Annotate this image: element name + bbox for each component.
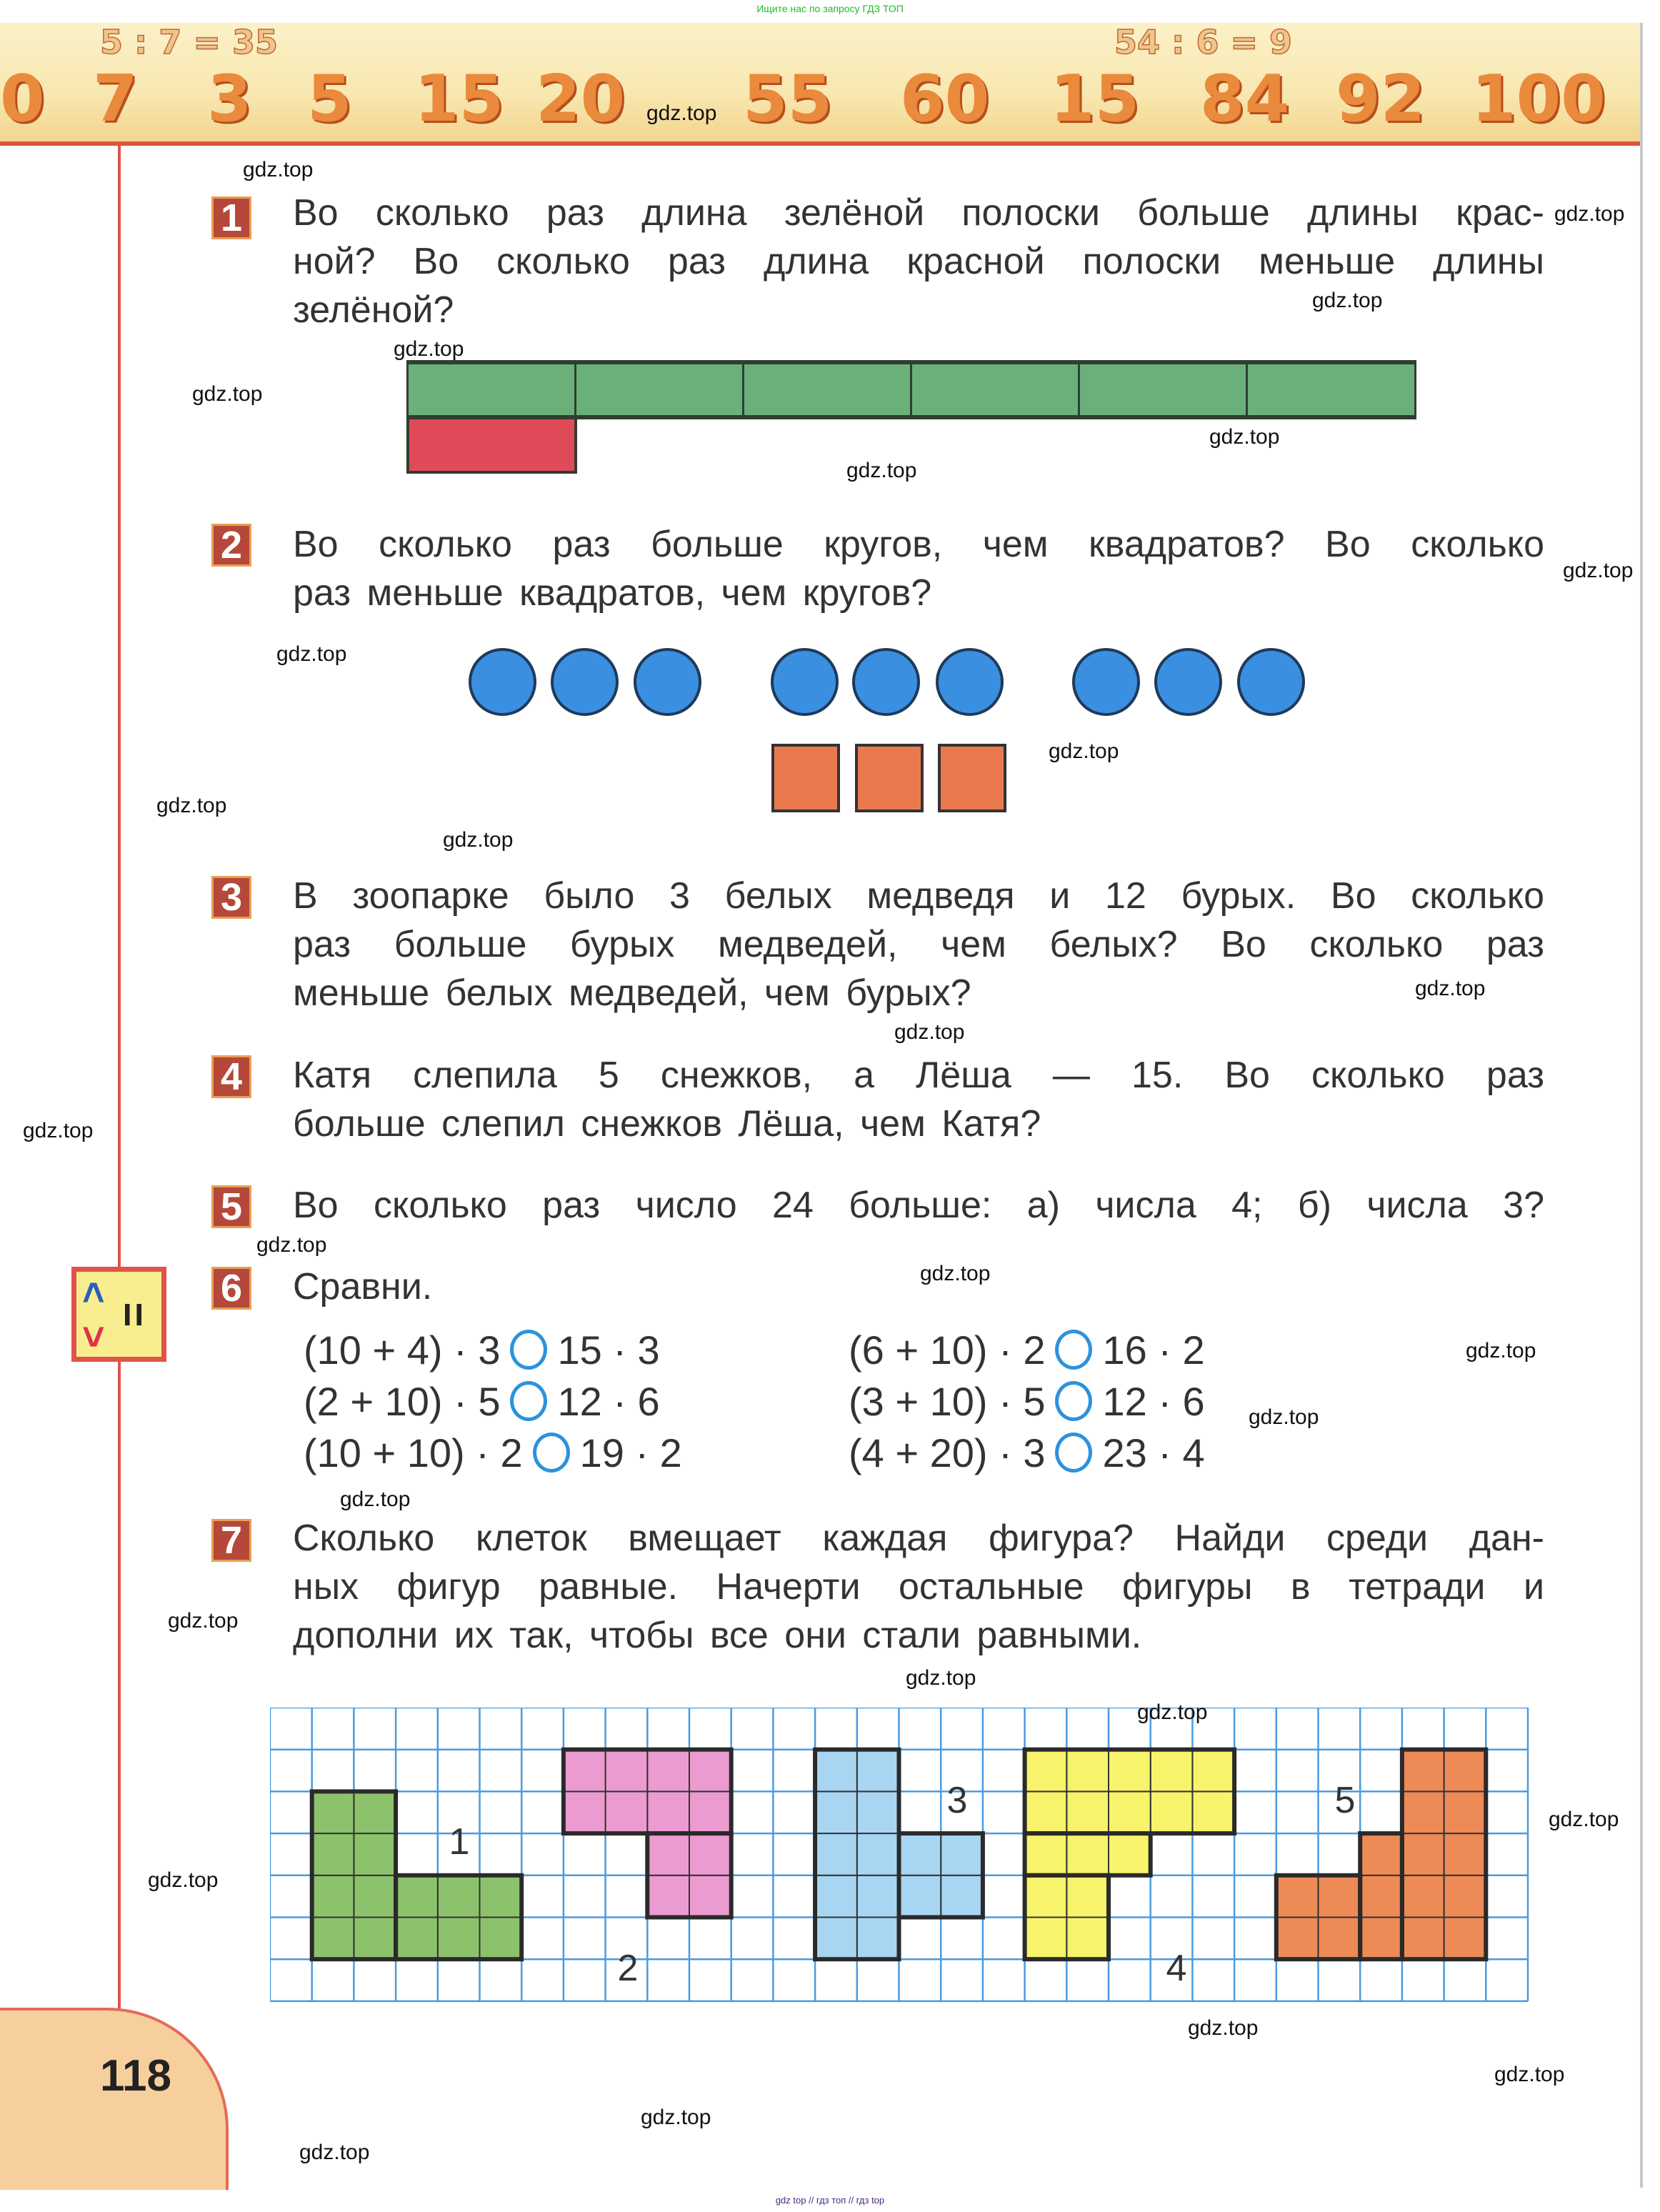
watermark: gdz.top bbox=[1137, 1700, 1208, 1724]
figure-cell bbox=[1402, 1750, 1444, 1792]
watermark: gdz.top bbox=[641, 2106, 711, 2129]
watermark: gdz.top bbox=[1466, 1339, 1536, 1362]
figure-cell bbox=[396, 1875, 438, 1918]
figure-cell bbox=[312, 1875, 354, 1918]
figure-cell bbox=[857, 1833, 899, 1875]
header-banner bbox=[0, 23, 1643, 146]
banner-number: 7 bbox=[93, 61, 138, 136]
expression-left: (2 + 10) · 5 bbox=[304, 1379, 501, 1424]
figure-cell bbox=[480, 1875, 522, 1918]
figure-cell bbox=[1192, 1791, 1234, 1833]
watermark: gdz.top bbox=[906, 1666, 976, 1690]
expression-left: (10 + 4) · 3 bbox=[304, 1327, 501, 1372]
task-2-text bbox=[293, 520, 1544, 617]
figure-cell bbox=[396, 1918, 438, 1960]
figure-cell bbox=[815, 1791, 857, 1833]
answer-circle[interactable] bbox=[533, 1433, 570, 1473]
comparison-row bbox=[849, 1379, 1205, 1425]
figure-cell bbox=[480, 1918, 522, 1960]
banner-number: 20 bbox=[536, 61, 626, 136]
figure-cell bbox=[857, 1875, 899, 1918]
watermark: gdz.top bbox=[1049, 739, 1119, 763]
figure-cell bbox=[1444, 1833, 1486, 1875]
figure-cell bbox=[899, 1833, 941, 1875]
figure-cell bbox=[1151, 1750, 1193, 1792]
expression-right: 15 · 3 bbox=[557, 1327, 660, 1372]
top-search-note: Ищите нас по запросу ГДЗ ТОП bbox=[756, 3, 904, 14]
watermark: gdz.top bbox=[894, 1020, 965, 1044]
orange-square bbox=[771, 744, 840, 812]
blue-circle bbox=[1237, 648, 1305, 716]
figure-cell bbox=[1444, 1875, 1486, 1918]
figure-cell bbox=[606, 1750, 648, 1792]
banner-expression: 5 : 7 = 35 bbox=[100, 23, 279, 61]
green-strip-segment bbox=[742, 360, 913, 419]
figure-cell bbox=[354, 1833, 396, 1875]
figure-cell bbox=[815, 1833, 857, 1875]
task-number-badge: 7 bbox=[211, 1519, 251, 1562]
figure-cell bbox=[354, 1875, 396, 1918]
blue-circle bbox=[469, 648, 536, 716]
task-number-badge: 5 bbox=[211, 1185, 251, 1228]
blue-circle bbox=[551, 648, 619, 716]
blue-circle bbox=[936, 648, 1004, 716]
task-4-text bbox=[293, 1051, 1544, 1148]
red-strip bbox=[406, 417, 577, 474]
answer-circle[interactable] bbox=[1055, 1381, 1092, 1421]
watermark: gdz.top bbox=[1312, 289, 1383, 312]
text-line: Катя слепила 5 снежков, а Лёша — 15. Во сколько раз bbox=[293, 1055, 1544, 1096]
figure-cell bbox=[1360, 1918, 1402, 1960]
figure-label: 4 bbox=[1166, 1948, 1187, 1989]
figure-cell bbox=[1444, 1791, 1486, 1833]
text-line: Во сколько раз число 24 больше: а) числа 4; б) числа 3? bbox=[293, 1185, 1544, 1226]
expression-left: (10 + 10) · 2 bbox=[304, 1430, 523, 1475]
figure-cell bbox=[1066, 1750, 1109, 1792]
margin-line bbox=[118, 146, 121, 2011]
figure-cell bbox=[606, 1791, 648, 1833]
task-7-text bbox=[293, 1514, 1544, 1660]
banner-number: 100 bbox=[1471, 61, 1606, 136]
figure-cell bbox=[815, 1875, 857, 1918]
figure-cell bbox=[564, 1791, 606, 1833]
answer-circle[interactable] bbox=[510, 1381, 547, 1421]
task-5-text bbox=[293, 1181, 1544, 1230]
watermark: gdz.top bbox=[1249, 1405, 1319, 1429]
watermark: gdz.top bbox=[256, 1233, 327, 1257]
figure-cell bbox=[647, 1833, 689, 1875]
watermark: gdz.top bbox=[443, 828, 514, 852]
banner-expression: 54 : 6 = 9 bbox=[1114, 23, 1293, 61]
figure-cell bbox=[1319, 1875, 1361, 1918]
watermark: gdz.top bbox=[1415, 977, 1486, 1000]
watermark: gdz.top bbox=[156, 794, 227, 817]
text-line: больше слепил снежков Лёша, чем Катя? bbox=[293, 1103, 1041, 1145]
figure-cell bbox=[941, 1833, 983, 1875]
text-line: меньше белых медведей, чем бурых? bbox=[293, 972, 971, 1014]
blue-circle bbox=[1154, 648, 1222, 716]
figure-cell bbox=[1276, 1918, 1319, 1960]
answer-circle[interactable] bbox=[510, 1330, 547, 1370]
figure-cell bbox=[857, 1791, 899, 1833]
figure-cell bbox=[312, 1791, 354, 1833]
figure-cell bbox=[1025, 1791, 1067, 1833]
figure-cell bbox=[1444, 1918, 1486, 1960]
watermark: gdz.top bbox=[276, 642, 347, 666]
figure-cell bbox=[1025, 1918, 1067, 1960]
figure-cell bbox=[815, 1750, 857, 1792]
text-line: ных фигур равные. Начерти остальные фигуры в тетради и bbox=[293, 1566, 1544, 1608]
figure-label: 3 bbox=[946, 1780, 968, 1821]
figure-cell bbox=[857, 1750, 899, 1792]
figure-cell bbox=[815, 1918, 857, 1960]
banner-number: 84 bbox=[1200, 61, 1290, 136]
expression-right: 19 · 2 bbox=[579, 1430, 682, 1475]
banner-number: 15 bbox=[1050, 61, 1140, 136]
comparison-row bbox=[304, 1379, 660, 1425]
banner-number: 5 bbox=[307, 61, 352, 136]
comparison-row bbox=[849, 1327, 1205, 1373]
text-line: В зоопарке было 3 белых медведя и 12 бурых. Во сколько bbox=[293, 875, 1544, 917]
figure-cell bbox=[1360, 1875, 1402, 1918]
figure-cell bbox=[354, 1918, 396, 1960]
banner-number: 60 bbox=[900, 61, 990, 136]
figure-cell bbox=[1066, 1833, 1109, 1875]
blue-circle bbox=[852, 648, 920, 716]
figure-cell bbox=[1066, 1875, 1109, 1918]
figure-cell bbox=[1319, 1918, 1361, 1960]
figure-cell bbox=[899, 1875, 941, 1918]
figure-cell bbox=[1402, 1791, 1444, 1833]
comparison-row bbox=[304, 1430, 682, 1476]
watermark: gdz.top bbox=[1188, 2016, 1259, 2040]
green-strip-segment bbox=[1246, 360, 1416, 419]
figure-cell bbox=[1276, 1875, 1319, 1918]
figure-label: 5 bbox=[1334, 1780, 1356, 1821]
text-line: зелёной? bbox=[293, 289, 454, 331]
figure-cell bbox=[564, 1750, 606, 1792]
text-line: Сколько клеток вмещает каждая фигура? Найди среди дан- bbox=[293, 1518, 1544, 1559]
comparison-row bbox=[304, 1327, 660, 1373]
banner-number: 55 bbox=[743, 61, 833, 136]
equal-sign: = bbox=[109, 1302, 158, 1327]
figure-cell bbox=[1025, 1875, 1067, 1918]
figure-cell bbox=[312, 1918, 354, 1960]
watermark: gdz.top bbox=[1494, 2063, 1565, 2086]
figure-cell bbox=[354, 1791, 396, 1833]
figure-cell bbox=[1025, 1750, 1067, 1792]
text-line: ной? Во сколько раз длина красной полоски меньше длины bbox=[293, 241, 1544, 282]
figure-cell bbox=[438, 1918, 480, 1960]
figure-cell bbox=[438, 1875, 480, 1918]
figure-cell bbox=[312, 1833, 354, 1875]
figure-cell bbox=[1151, 1791, 1193, 1833]
page-number: 118 bbox=[99, 2051, 172, 2101]
graph-paper-figures bbox=[270, 1708, 1534, 2008]
answer-circle[interactable] bbox=[1055, 1433, 1092, 1473]
figure-cell bbox=[689, 1791, 731, 1833]
banner-number: 92 bbox=[1336, 61, 1426, 136]
figure-cell bbox=[1109, 1750, 1151, 1792]
blue-circle bbox=[1072, 648, 1140, 716]
figure-cell bbox=[1109, 1833, 1151, 1875]
less-sign: < bbox=[71, 1281, 115, 1304]
figure-cell bbox=[689, 1833, 731, 1875]
figure-cell bbox=[1402, 1833, 1444, 1875]
watermark: gdz.top bbox=[646, 101, 717, 125]
figure-cell bbox=[1402, 1875, 1444, 1918]
text-line: Во сколько раз длина зелёной полоски больше длины крас- bbox=[293, 192, 1544, 234]
watermark: gdz.top bbox=[846, 459, 917, 482]
figure-cell bbox=[1444, 1750, 1486, 1792]
expression-left: (6 + 10) · 2 bbox=[849, 1327, 1046, 1372]
figure-cell bbox=[647, 1750, 689, 1792]
figure-cell bbox=[941, 1875, 983, 1918]
expression-right: 16 · 2 bbox=[1102, 1327, 1205, 1372]
task-number-badge: 3 bbox=[211, 876, 251, 919]
green-strip-segment bbox=[1078, 360, 1249, 419]
watermark: gdz.top bbox=[23, 1119, 94, 1142]
blue-circle bbox=[634, 648, 701, 716]
figure-cell bbox=[1360, 1833, 1402, 1875]
figure-cell bbox=[857, 1918, 899, 1960]
banner-number: 0 bbox=[0, 61, 45, 136]
task-number-badge: 4 bbox=[211, 1055, 251, 1098]
watermark: gdz.top bbox=[394, 337, 464, 361]
watermark: gdz.top bbox=[1549, 1808, 1619, 1831]
answer-circle[interactable] bbox=[1055, 1330, 1092, 1370]
figure-label: 1 bbox=[449, 1821, 470, 1863]
watermark: gdz.top bbox=[148, 1868, 219, 1892]
text-line: раз больше бурых медведей, чем белых? Во сколько раз bbox=[293, 924, 1544, 965]
task-number-badge: 6 bbox=[211, 1267, 251, 1310]
figure-cell bbox=[1109, 1791, 1151, 1833]
green-strip-segment bbox=[910, 360, 1081, 419]
watermark: gdz.top bbox=[243, 158, 314, 181]
comparison-row bbox=[849, 1430, 1205, 1476]
task-number-badge: 2 bbox=[211, 524, 251, 567]
expression-right: 12 · 6 bbox=[1102, 1379, 1205, 1424]
green-strip-segment bbox=[574, 360, 745, 419]
page-edge bbox=[1640, 23, 1643, 2188]
task-6-text bbox=[293, 1262, 1544, 1311]
text-line: дополни их так, чтобы все они стали равными. bbox=[293, 1615, 1142, 1656]
figure-cell bbox=[1402, 1918, 1444, 1960]
text-line: раз меньше квадратов, чем кругов? bbox=[293, 572, 932, 614]
watermark: gdz.top bbox=[920, 1262, 991, 1285]
figure-cell bbox=[1025, 1833, 1067, 1875]
watermark: gdz.top bbox=[1563, 559, 1634, 582]
watermark: gdz.top bbox=[340, 1488, 411, 1511]
text-line: Во сколько раз больше кругов, чем квадратов? Во сколько bbox=[293, 524, 1544, 565]
expression-right: 12 · 6 bbox=[557, 1379, 660, 1424]
figure-cell bbox=[647, 1791, 689, 1833]
figure-cell bbox=[1192, 1750, 1234, 1792]
banner-number: 3 bbox=[207, 61, 252, 136]
orange-square bbox=[855, 744, 924, 812]
greater-sign: > bbox=[71, 1325, 115, 1348]
green-strip-segment bbox=[406, 360, 577, 419]
figure-cell bbox=[1066, 1791, 1109, 1833]
banner-number: 15 bbox=[414, 61, 504, 136]
watermark: gdz.top bbox=[192, 382, 263, 406]
figure-cell bbox=[689, 1875, 731, 1918]
expression-left: (4 + 20) · 3 bbox=[849, 1430, 1046, 1475]
watermark: gdz.top bbox=[1554, 202, 1625, 226]
watermark: gdz.top bbox=[1209, 425, 1280, 449]
figure-cell bbox=[647, 1875, 689, 1918]
watermark: gdz.top bbox=[299, 2141, 370, 2164]
task-number-badge: 1 bbox=[211, 196, 251, 239]
expression-left: (3 + 10) · 5 bbox=[849, 1379, 1046, 1424]
orange-square bbox=[938, 744, 1006, 812]
blue-circle bbox=[771, 648, 839, 716]
task-3-text bbox=[293, 872, 1544, 1017]
figure-label: 2 bbox=[617, 1948, 639, 1989]
text-line: Сравни. bbox=[293, 1266, 433, 1307]
compare-signs-icon bbox=[71, 1267, 166, 1362]
bottom-note: gdz top // гдз топ // гдз top bbox=[775, 2195, 885, 2206]
expression-right: 23 · 4 bbox=[1102, 1430, 1205, 1475]
watermark: gdz.top bbox=[168, 1609, 239, 1633]
figure-cell bbox=[1066, 1918, 1109, 1960]
figure-cell bbox=[689, 1750, 731, 1792]
